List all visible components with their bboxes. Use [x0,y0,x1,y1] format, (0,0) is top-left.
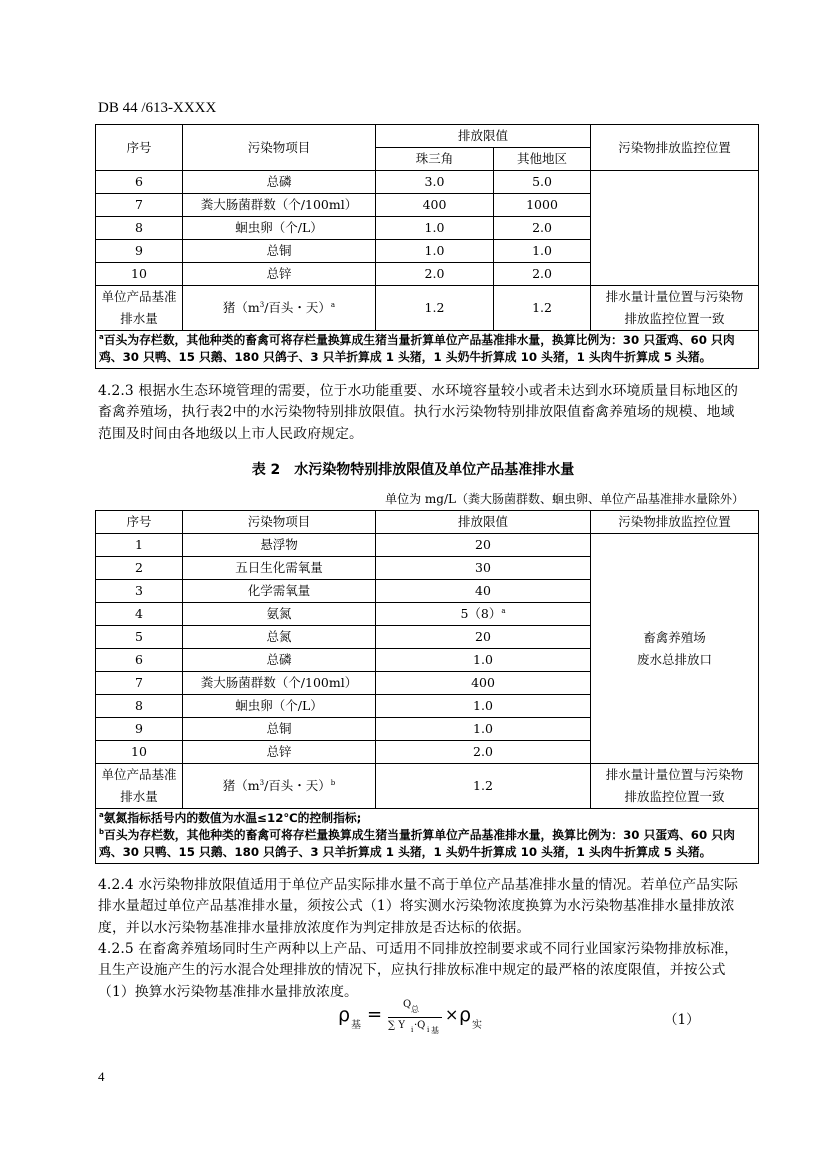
cell-item: 悬浮物 [183,534,376,557]
paragraph-4-2-4: 4.2.4 水污染物排放限值适用于单位产品实际排水量不高于单位产品基准排水量的情况。若单位产品实际排水量超过单位产品基准排水量，须按公式（1）将实测水污染物浓度换算为水污染物基准排水量排放浓度，并以水污染物基准排水量排放浓度作为判定排放是否达标的依据。 [98,877,739,936]
cell-item: 粪大肠菌群数（个/100ml） [183,672,376,695]
table-row-base-drainage [96,764,759,809]
base-label-line1: 单位产品基准 [101,767,177,782]
cell-base-limit: 1.2 [376,764,591,809]
formula-actual-sub: 实 [472,1020,482,1031]
table-2-title: 表 2 水污染物特别排放限值及单位产品基准排水量 [251,462,575,478]
formula-den-sub: 基 [431,1026,439,1035]
col-header-seq: 序号 [96,125,183,171]
formula-rho-actual: ρ [459,1004,472,1026]
col-header-position: 污染物排放监控位置 [591,511,759,534]
formula-rho-base: ρ [338,1004,351,1026]
col-header-seq: 序号 [96,511,183,534]
cell-prd: 1.0 [376,240,494,263]
cell-limit: 1.0 [376,649,591,672]
table-note-row [96,809,759,864]
cell-seq: 10 [96,741,183,764]
base-item-text: 猪（m [222,778,260,793]
table-note-row [96,331,759,369]
cell-prd: 1.0 [376,217,494,240]
cell-item: 总铜 [183,240,376,263]
table-2 [95,510,759,864]
cell-position [591,534,759,764]
base-label-line2: 排水量 [120,789,158,804]
position-line2: 废水总排放口 [636,651,712,667]
cell-prd: 2.0 [376,263,494,286]
table-row [96,171,759,194]
paragraph-4-2-5: 4.2.5 在畜禽养殖场同时生产两种以上产品、可适用不同排放控制要求或不同行业国家污染物排放标准，且生产设施产生的污水混合处理排放的情况下，应执行排放标准中规定的最严格的浓度限值，并按公式（1）换算水污染物基准排水量排放浓度。 [98,941,739,1000]
cell-item: 总锌 [183,263,376,286]
footnote-b-mark: b [99,828,105,837]
cell-item: 五日生化需氧量 [183,557,376,580]
page-number: 4 [98,1069,105,1084]
base-pos-line2: 排放监控位置一致 [624,311,725,326]
cell-limit: 40 [376,580,591,603]
col-header-item: 污染物项目 [183,125,376,171]
cell-base-label [96,286,183,331]
footnote-a-text: 氨氮指标括号内的数值为水温≤12℃的控制指标; [103,811,362,825]
base-item-tail: /百头・天） [264,300,331,315]
base-item-note: b [330,778,336,787]
table-2-footnotes [96,809,759,864]
cell-other: 1000 [494,194,591,217]
formula-den-q: ·Q [414,1020,426,1031]
cell-base-item [183,286,376,331]
cell-item: 总磷 [183,171,376,194]
cell-item: 总磷 [183,649,376,672]
cell-limit-nh3 [376,603,591,626]
cell-seq: 1 [96,534,183,557]
cell-limit: 20 [376,534,591,557]
cell-item: 总铜 [183,718,376,741]
cell-seq: 8 [96,695,183,718]
footnote-a-mark: a [99,811,104,820]
cell-base-position [591,764,759,809]
paragraph-4-2-3: 4.2.3 根据水生态环境管理的需要，位于水功能重要、水环境容量较小或者未达到水环境质量目标地区的畜禽养殖场，执行表2中的水污染物特别排放限值。执行水污染物特别排放限值畜禽养殖场的规模、地域范围及时间由各地级以上市人民政府规定。 [98,383,739,442]
cell-other: 2.0 [494,217,591,240]
cell-seq: 6 [96,171,183,194]
cell-other: 1.0 [494,240,591,263]
cell-limit: 20 [376,626,591,649]
cell-prd: 400 [376,194,494,217]
col-header-prd: 珠三角 [376,148,494,171]
formula-den-i2: i [427,1026,430,1034]
cell-base-item [183,764,376,809]
cell-base-position [591,286,759,331]
cell-seq: 9 [96,240,183,263]
formula-num-q: Q [403,999,412,1010]
cell-seq: 7 [96,194,183,217]
base-item-tail: /百头・天） [264,778,331,793]
cell-limit: 1.0 [376,718,591,741]
base-label-line2: 排水量 [120,311,158,326]
cell-limit: 2.0 [376,741,591,764]
cell-limit: 1.0 [376,695,591,718]
cell-seq: 8 [96,217,183,240]
table-1-continued [95,124,759,369]
base-item-sup: 3 [259,300,265,309]
base-pos-line1: 排水量计量位置与污染物 [605,767,744,782]
cell-item: 氨氮 [183,603,376,626]
col-header-limit: 排放限值 [376,125,591,148]
footnote-text: 百头为存栏数，其他种类的畜禽可将存栏量换算成生猪当量折算单位产品基准排水量，换算比例为：30 只蛋鸡、60 只肉鸡、30 只鸭、15 只鹅、180 只鸽子、3 只羊折算成 1 头猪，1 头奶牛折算成 10 头猪，1 头肉牛折算成 5 头猪。 [99,333,735,364]
base-pos-line1: 排水量计量位置与污染物 [605,289,744,304]
cell-seq: 9 [96,718,183,741]
table-row [96,534,759,557]
document-code: DB 44 /613-XXXX [98,100,217,116]
cell-item: 化学需氧量 [183,580,376,603]
col-header-position: 污染物排放监控位置 [591,125,759,171]
cell-limit: 400 [376,672,591,695]
cell-item: 蛔虫卵（个/L） [183,217,376,240]
cell-item: 粪大肠菌群数（个/100ml） [183,194,376,217]
col-header-other: 其他地区 [494,148,591,171]
cell-other: 2.0 [494,263,591,286]
base-item-text: 猪（m [222,300,260,315]
cell-position-empty [591,171,759,286]
base-label-line1: 单位产品基准 [101,289,177,304]
cell-seq: 6 [96,649,183,672]
table-2-unit: 单位为 mg/L（粪大肠菌群数、蛔虫卵、单位产品基准排水量除外） [385,492,744,506]
cell-seq: 10 [96,263,183,286]
formula-den-sum: ∑ Y [388,1020,405,1031]
cell-seq: 3 [96,580,183,603]
cell-seq: 5 [96,626,183,649]
cell-base-label [96,764,183,809]
footnote-mark: a [99,333,104,342]
formula-equals: = [367,1004,383,1025]
cell-item: 总氮 [183,626,376,649]
base-item-note: a [330,300,336,309]
cell-seq: 2 [96,557,183,580]
cell-seq: 7 [96,672,183,695]
table-row-base-drainage [96,286,759,331]
cell-other: 5.0 [494,171,591,194]
formula-den-i: i [411,1026,414,1034]
equation-number: （1） [664,1012,700,1028]
formula-times: × [445,1005,459,1024]
nh3-limit: 5（8） [460,606,502,621]
base-pos-line2: 排放监控位置一致 [624,789,725,804]
cell-limit: 30 [376,557,591,580]
table-1-footnote [96,331,759,369]
footnote-b-text: 百头为存栏数，其他种类的畜禽可将存栏量换算成生猪当量折算单位产品基准排水量，换算比例为：30 只蛋鸡、60 只肉鸡、30 只鸭、15 只鹅、180 只鸽子、3 只羊折算成 1 头猪，1 头奶牛折算成 10 头猪，1 头肉牛折算成 5 头猪。 [99,828,735,859]
cell-item: 总锌 [183,741,376,764]
cell-base-other: 1.2 [494,286,591,331]
base-item-sup: 3 [259,778,265,787]
formula-base-sub: 基 [351,1020,361,1031]
formula-1 [330,998,530,1038]
col-header-limit: 排放限值 [376,511,591,534]
cell-prd: 3.0 [376,171,494,194]
cell-seq: 4 [96,603,183,626]
col-header-item: 污染物项目 [183,511,376,534]
formula-num-sub: 总 [411,1005,419,1014]
nh3-note-mark: a [501,606,506,615]
formula-fraction-bar [388,1017,442,1018]
position-line1: 畜禽养殖场 [643,629,706,645]
cell-item: 蛔虫卵（个/L） [183,695,376,718]
cell-base-prd: 1.2 [376,286,494,331]
